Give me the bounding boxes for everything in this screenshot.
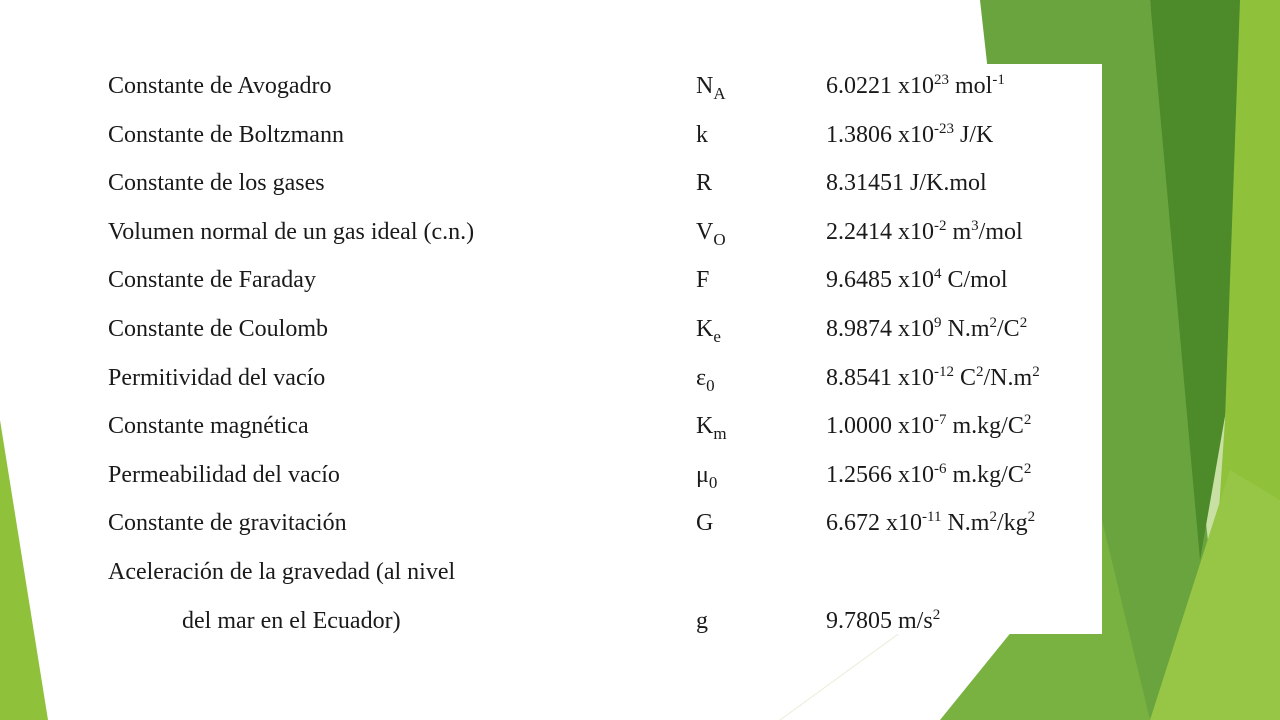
unit-exponent-2: 2 bbox=[1019, 315, 1028, 331]
symbol-base: K bbox=[696, 413, 714, 440]
unit-exponent: 2 bbox=[989, 315, 997, 331]
value-mantissa: 1.0000 x10 bbox=[826, 413, 934, 440]
value-unit: mol bbox=[949, 73, 993, 99]
symbol-subscript: 0 bbox=[706, 375, 715, 395]
value-unit: C/mol bbox=[941, 267, 1008, 294]
constant-row bbox=[80, 309, 1102, 349]
constant-row bbox=[80, 406, 1102, 446]
constant-value bbox=[826, 455, 1031, 498]
constants-table bbox=[80, 64, 1102, 634]
symbol-base: F bbox=[696, 267, 710, 294]
constant-row bbox=[80, 358, 1102, 398]
constant-value bbox=[826, 406, 1031, 449]
constant-row bbox=[80, 163, 1102, 203]
symbol-base: K bbox=[696, 316, 714, 342]
symbol-base: k bbox=[696, 121, 708, 148]
constant-row bbox=[80, 455, 1102, 495]
symbol-base: R bbox=[696, 170, 713, 197]
symbol-subscript: O bbox=[713, 229, 726, 249]
value-mantissa: 8.9874 x10 bbox=[826, 316, 934, 342]
left-green-shape bbox=[0, 420, 48, 720]
unit-exponent: 3 bbox=[971, 217, 979, 234]
constant-name: Permitividad del vacío bbox=[108, 364, 326, 391]
constant-name: Constante magnética bbox=[108, 413, 309, 440]
unit-exponent-2: 2 bbox=[1032, 363, 1040, 380]
constant-name: Constante de Faraday bbox=[108, 267, 316, 294]
value-mantissa: 1.3806 x10 bbox=[826, 121, 934, 148]
value-exponent: -11 bbox=[922, 509, 942, 526]
unit-exponent: 2 bbox=[989, 509, 997, 526]
gravity-value bbox=[826, 601, 940, 644]
value-mantissa: 9.6485 x10 bbox=[826, 267, 934, 294]
constant-value bbox=[826, 163, 987, 203]
constant-value bbox=[826, 260, 1008, 303]
constant-value bbox=[826, 358, 1040, 401]
constant-symbol bbox=[696, 66, 726, 108]
value-mantissa: 6.0221 x10 bbox=[826, 73, 934, 99]
value-unit-rest: /N.m bbox=[983, 364, 1033, 391]
constant-row bbox=[80, 66, 1102, 106]
constant-name: Constante de los gases bbox=[108, 170, 325, 197]
unit-exponent: 2 bbox=[976, 363, 984, 380]
unit-exponent: 2 bbox=[1023, 412, 1032, 429]
value-unit-rest: /C bbox=[997, 316, 1020, 342]
value-exponent: 23 bbox=[934, 72, 949, 88]
constant-symbol bbox=[696, 115, 708, 155]
symbol-subscript: 0 bbox=[708, 472, 718, 492]
constant-name: Permeabilidad del vacío bbox=[108, 461, 340, 488]
symbol-base: N bbox=[696, 73, 714, 99]
value-mantissa: 2.2414 x10 bbox=[826, 218, 934, 245]
unit-exponent-2: 2 bbox=[1027, 509, 1036, 526]
constant-name: Constante de Avogadro bbox=[108, 73, 332, 99]
constant-name: Volumen normal de un gas ideal (c.n.) bbox=[108, 218, 475, 245]
symbol-subscript: A bbox=[713, 84, 726, 103]
constant-symbol bbox=[696, 260, 709, 300]
value-exponent: -7 bbox=[934, 412, 947, 429]
gravity-name-line2: del mar en el Ecuador) bbox=[182, 607, 401, 634]
gravity-name-line1: Aceleración de la gravedad (al nivel bbox=[108, 559, 456, 585]
value-exponent: -2 bbox=[934, 217, 947, 234]
constant-symbol bbox=[696, 455, 717, 497]
constant-name: Constante de Coulomb bbox=[108, 316, 328, 342]
value-mantissa: 6.672 x10 bbox=[826, 510, 922, 537]
unit-exponent: -1 bbox=[992, 72, 1005, 88]
constant-value bbox=[826, 309, 1027, 352]
constant-symbol bbox=[696, 163, 712, 203]
constant-row bbox=[80, 503, 1102, 543]
unit-exponent: 2 bbox=[932, 606, 941, 623]
constant-row bbox=[80, 260, 1102, 300]
value-mantissa: 1.2566 x10 bbox=[826, 461, 934, 488]
value-mantissa: 8.31451 J/K.mol bbox=[826, 170, 987, 197]
constant-row bbox=[80, 212, 1102, 252]
constant-symbol bbox=[696, 503, 713, 543]
constant-value bbox=[826, 115, 993, 158]
constant-symbol bbox=[696, 358, 715, 400]
value-unit: N.m bbox=[941, 316, 990, 342]
value-exponent: -23 bbox=[934, 120, 954, 137]
symbol-subscript: e bbox=[713, 327, 721, 346]
value-unit-rest: /mol bbox=[978, 218, 1023, 245]
value-unit: m bbox=[946, 218, 972, 245]
value-exponent: 9 bbox=[934, 315, 942, 331]
value-exponent: -6 bbox=[934, 460, 947, 477]
value-unit: J/K bbox=[954, 121, 994, 148]
symbol-base: V bbox=[696, 218, 714, 245]
symbol-subscript: m bbox=[713, 424, 727, 444]
gravity-symbol: g bbox=[696, 607, 708, 634]
symbol-base: ε bbox=[696, 364, 707, 391]
value-unit: C bbox=[954, 364, 977, 391]
symbol-base: μ bbox=[696, 461, 709, 488]
value-mantissa: 8.8541 x10 bbox=[826, 364, 934, 391]
value-unit: N.m bbox=[941, 510, 990, 537]
constant-value bbox=[826, 66, 1005, 109]
unit-exponent: 2 bbox=[1023, 460, 1032, 477]
constant-symbol bbox=[696, 212, 726, 254]
value-exponent: 4 bbox=[934, 266, 942, 283]
constant-value bbox=[826, 212, 1023, 255]
constant-name: Constante de gravitación bbox=[108, 510, 347, 537]
symbol-base: G bbox=[696, 510, 714, 537]
constant-name: Constante de Boltzmann bbox=[108, 121, 344, 148]
constant-symbol bbox=[696, 309, 721, 351]
constant-row bbox=[80, 115, 1102, 155]
gravity-row-line1 bbox=[80, 552, 1102, 592]
value-unit: m.kg/C bbox=[946, 461, 1024, 488]
value-mantissa: 9.7805 m/s bbox=[826, 607, 933, 634]
constant-symbol bbox=[696, 406, 727, 448]
value-exponent: -12 bbox=[934, 363, 954, 380]
value-unit-rest: /kg bbox=[996, 510, 1028, 537]
gravity-row-line2 bbox=[80, 601, 1102, 641]
constant-value bbox=[826, 503, 1035, 546]
value-unit: m.kg/C bbox=[946, 413, 1024, 440]
